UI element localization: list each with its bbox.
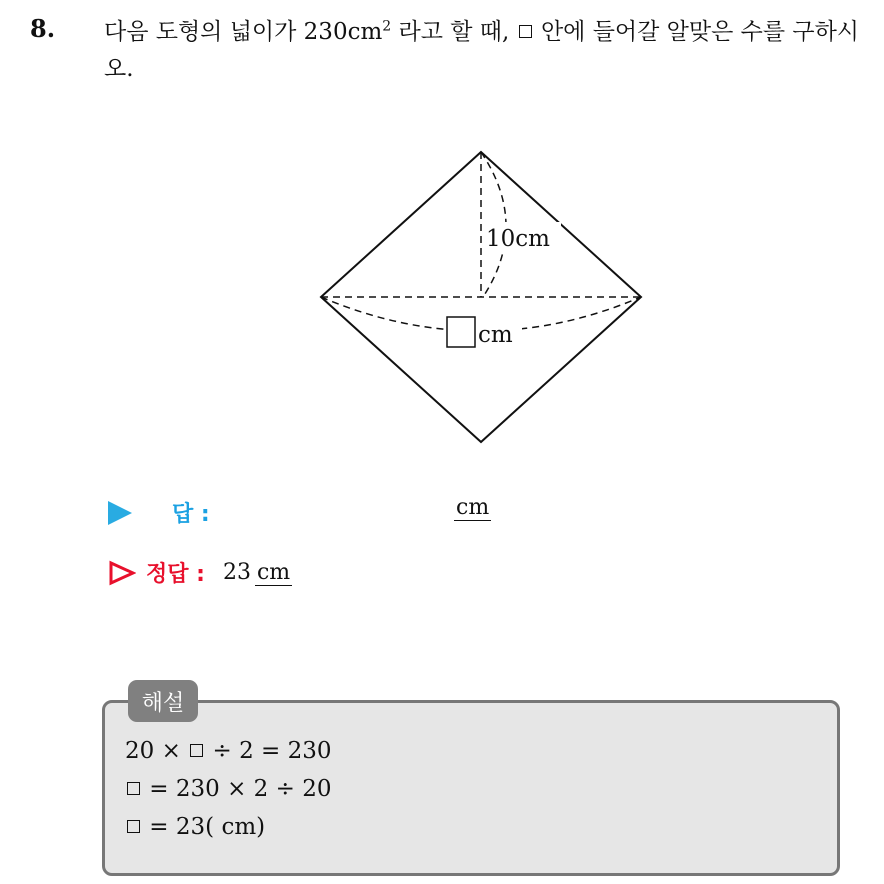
correct-label: 정답 :: [146, 562, 205, 587]
solution-line-1-before: 20 ×: [125, 738, 189, 764]
answer-label: 답 :: [172, 502, 210, 527]
question-superscript: 2: [382, 18, 392, 35]
question-text-part3: 안에 들어갈 알맞은 수를 구하시오.: [104, 19, 860, 82]
correct-unit: cm: [256, 559, 291, 585]
answer-row: [108, 497, 210, 528]
solution-line-2: [125, 770, 332, 808]
correct-value: 23: [222, 560, 251, 585]
solution-tab: 해설: [128, 680, 198, 722]
correct-triangle-icon: [108, 560, 136, 586]
blank-box-figure-icon: [447, 317, 475, 347]
question-text-part1: 다음 도형의 넓이가 230cm: [104, 19, 383, 45]
width-unit-label: cm: [478, 322, 513, 348]
solution-line-1: [125, 732, 332, 770]
answer-triangle-icon: [108, 501, 132, 525]
question-number: 8.: [30, 14, 56, 43]
solution-line-3-after: = 23( cm): [142, 814, 266, 840]
solution-line-3: [125, 808, 332, 846]
blank-box-icon: [190, 744, 203, 757]
solution-lines: [125, 732, 332, 846]
solution-line-2-after: = 230 × 2 ÷ 20: [142, 776, 332, 802]
question-text-part2: 라고 할 때,: [391, 19, 517, 45]
blank-box-icon: [127, 782, 140, 795]
blank-box-icon: [127, 820, 140, 833]
answer-unit-blank[interactable]: cm: [456, 495, 490, 520]
height-label: 10cm: [486, 226, 550, 252]
correct-answer-row: [108, 557, 292, 588]
solution-line-1-after: ÷ 2 = 230: [205, 738, 332, 764]
